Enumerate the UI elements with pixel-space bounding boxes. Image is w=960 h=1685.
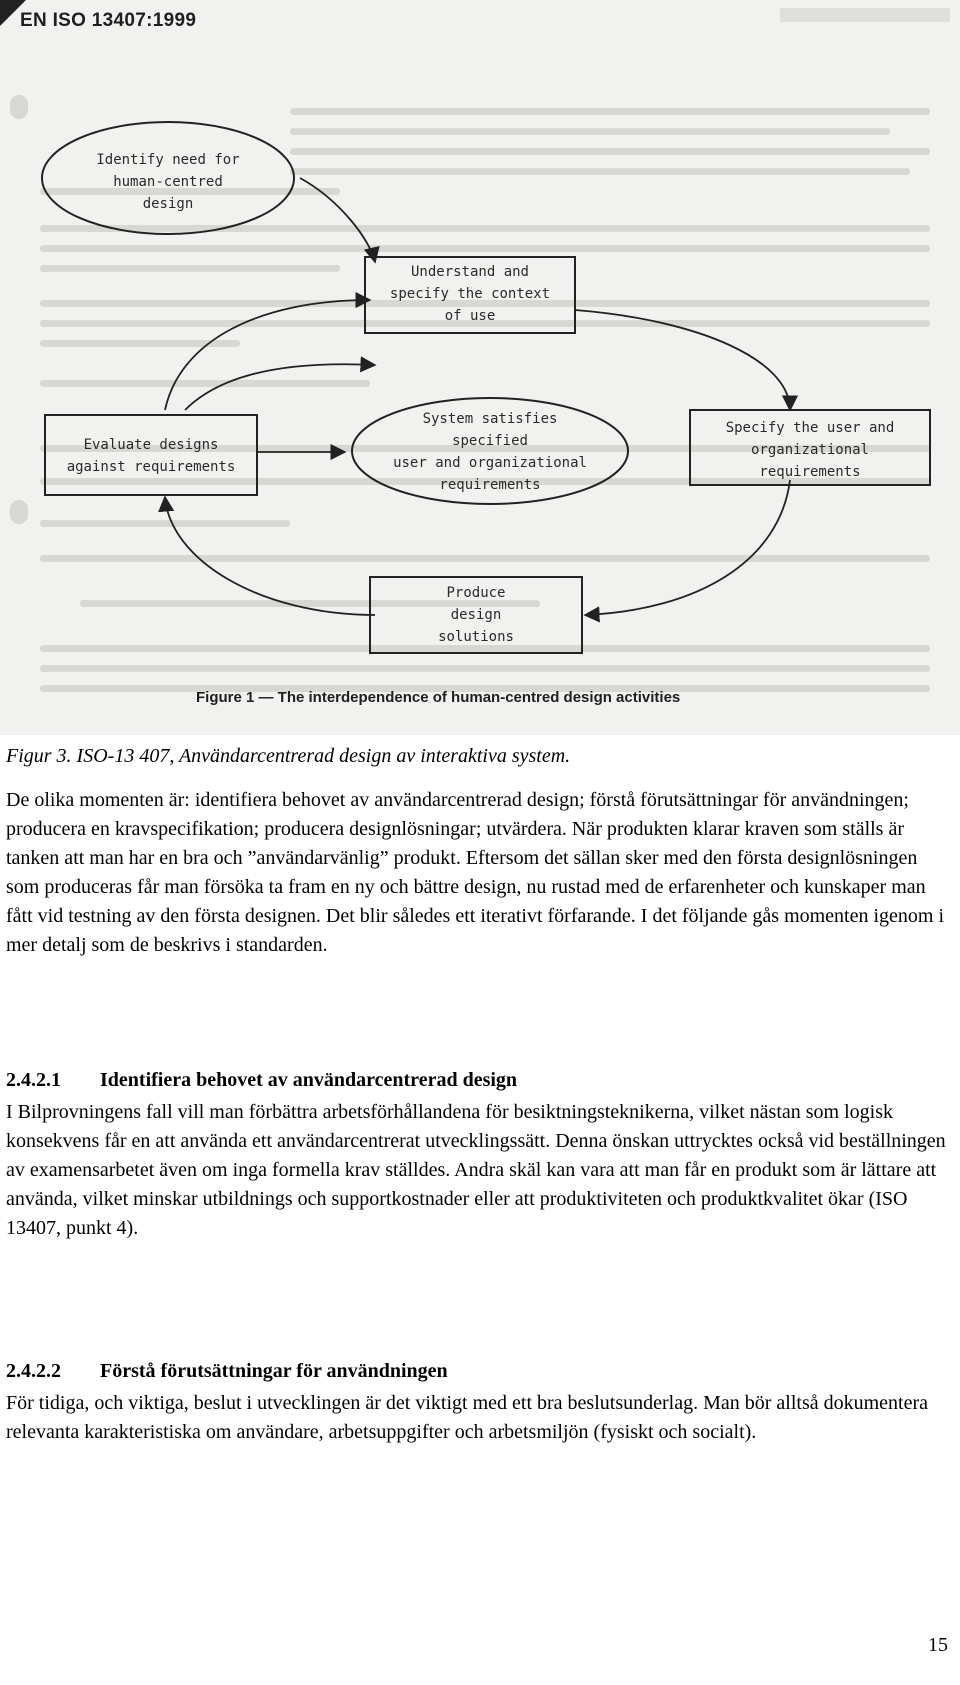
evaluate-node bbox=[45, 415, 257, 495]
standard-header: EN ISO 13407:1999 bbox=[20, 10, 197, 31]
figure-caption: Figur 3. ISO-13 407, Användarcentrerad design av interaktiva system. bbox=[6, 745, 571, 767]
section-number: 2.4.2.1 bbox=[6, 1069, 61, 1091]
solutions-line-1: Produce bbox=[446, 585, 506, 601]
arrow-evaluate-to-context bbox=[165, 300, 370, 410]
arrow-evaluate-to-requirements bbox=[185, 364, 375, 410]
solutions-line-3: solutions bbox=[438, 629, 514, 645]
identify-line-2: human-centred bbox=[113, 174, 223, 190]
arrow-context-to-requirements bbox=[575, 310, 790, 410]
design-cycle-diagram bbox=[0, 0, 960, 735]
satisfies-line-3: user and organizational bbox=[393, 455, 587, 471]
section-number: 2.4.2.2 bbox=[6, 1360, 61, 1382]
scanned-figure bbox=[0, 0, 960, 735]
requirements-line-2: organizational bbox=[750, 442, 870, 458]
section-title: Identifiera behovet av användarcentrerad design bbox=[100, 1069, 518, 1091]
figure-title: Figure 1 — The interdependence of human-centred design activities bbox=[196, 689, 681, 706]
page-number: 15 bbox=[928, 1634, 948, 1656]
context-line-3: of use bbox=[444, 308, 496, 324]
arrow-requirements-to-solutions bbox=[585, 480, 790, 615]
arrow-identify-to-context bbox=[300, 178, 375, 262]
section-title: Förstå förutsättningar för användningen bbox=[100, 1360, 448, 1382]
intro-paragraph: De olika momenten är: identifiera behovet av användarcentrerad design; förstå förutsättningar för användningen; producera en kravspecifikation; producera designlösningar; utvärdera. När produkten klarar kraven som ställs är tanken att man har en bra och ”användarvänlig” produkt. Eftersom det sällan sker med den första designlösningen som produceras får man försöka ta fram en ny och bättre design, nu rustad med de erfarenheter och kunskaper man fått vid testning av den första designen. Det blir således ett iterativt förfarande. I det följande gås momenten igenom i mer detalj som de beskrivs i standarden. bbox=[6, 789, 945, 956]
satisfies-line-1: System satisfies bbox=[422, 411, 558, 427]
evaluate-line-2: against requirements bbox=[66, 459, 236, 475]
satisfies-line-2: specified bbox=[452, 433, 528, 449]
context-line-1: Understand and bbox=[410, 264, 530, 280]
identify-line-3: design bbox=[142, 196, 194, 212]
section-body-2-4-2-1: I Bilprovningens fall vill man förbättra arbetsförhållandena för besiktningsteknikerna, vilket nästan som logisk konsekvens får en att använda ett användarcentrerat utvecklingssätt. Denna önskan uttrycktes också vid beställningen av examensarbetet även om inga formella krav ställdes. Andra skäl kan vara att man får en produkt som är lättare att använda, vilket minskar utbildnings och supportkostnader eller att produktiviteten och produktkvalitet ökar (ISO 13407, punkt 4). bbox=[6, 1101, 946, 1239]
arrow-solutions-to-evaluate bbox=[165, 497, 375, 615]
section-heading-2-4-2-1 bbox=[6, 1066, 517, 1095]
solutions-line-2: design bbox=[450, 607, 502, 623]
section-heading-2-4-2-2 bbox=[6, 1357, 448, 1386]
cycle-arrows bbox=[165, 178, 790, 615]
evaluate-line-1: Evaluate designs bbox=[83, 437, 219, 453]
satisfies-line-4: requirements bbox=[439, 477, 541, 493]
section-body-2-4-2-2: För tidiga, och viktiga, beslut i utvecklingen är det viktigt med ett bra beslutsunderlag. Man bör alltså dokumentera relevanta karakteristiska om användare, arbetsuppgifter och arbetsmiljön (fysiskt och socialt). bbox=[6, 1392, 929, 1443]
requirements-line-1: Specify the user and bbox=[725, 420, 895, 436]
requirements-line-3: requirements bbox=[759, 464, 861, 480]
context-line-2: specify the context bbox=[389, 286, 551, 302]
identify-line-1: Identify need for bbox=[96, 152, 240, 168]
